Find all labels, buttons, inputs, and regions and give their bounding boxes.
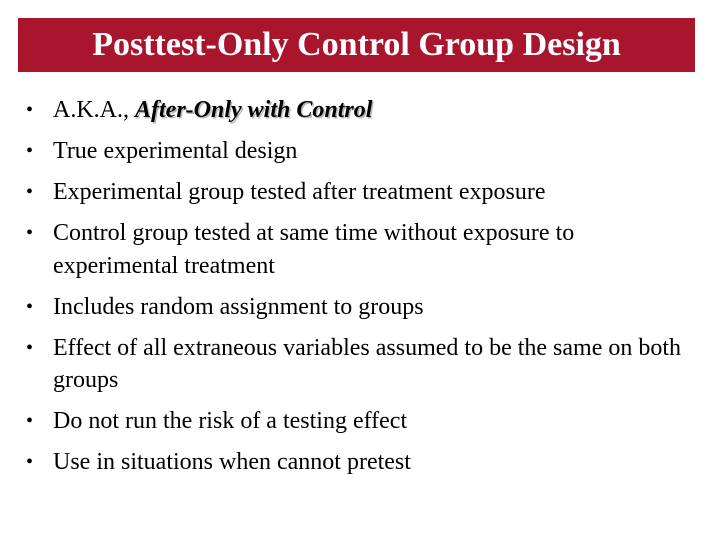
bullet-list [24, 94, 694, 487]
bullet-aka-prefix: A.K.A., [53, 97, 135, 123]
title-bar [18, 18, 695, 72]
bullet-icon: • [26, 295, 34, 318]
bullet-item [24, 332, 694, 397]
bullet-text: Use in situations when cannot pretest [53, 449, 411, 475]
bullet-item [24, 291, 694, 324]
bullet-item [24, 135, 694, 168]
bullet-item [24, 446, 694, 479]
bullet-icon: • [26, 140, 34, 162]
bullet-icon: • [26, 410, 34, 432]
bullet-icon: • [26, 222, 34, 244]
bullet-text: Do not run the risk of a testing effect [53, 408, 408, 434]
bullet-item [24, 176, 694, 209]
slide-title: Posttest-Only Control Group Design [92, 26, 621, 63]
bullet-item-aka [24, 94, 694, 127]
bullet-icon: • [26, 99, 34, 121]
bullet-text: Experimental group tested after treatment exposure [53, 179, 546, 205]
bullet-text: Effect of all extraneous variables assumed to be the same on both groups [53, 334, 682, 393]
bullet-icon: • [26, 451, 34, 473]
bullet-item [24, 405, 694, 438]
bullet-text: Control group tested at same time without exposure to experimental treatment [53, 220, 575, 279]
bullet-icon: • [26, 336, 34, 359]
bullet-icon: • [26, 181, 34, 203]
bullet-text: True experimental design [53, 138, 298, 164]
bullet-aka-emphasis: After-Only with Control [135, 97, 373, 123]
bullet-text: Includes random assignment to groups [53, 293, 424, 320]
bullet-item [24, 217, 694, 282]
